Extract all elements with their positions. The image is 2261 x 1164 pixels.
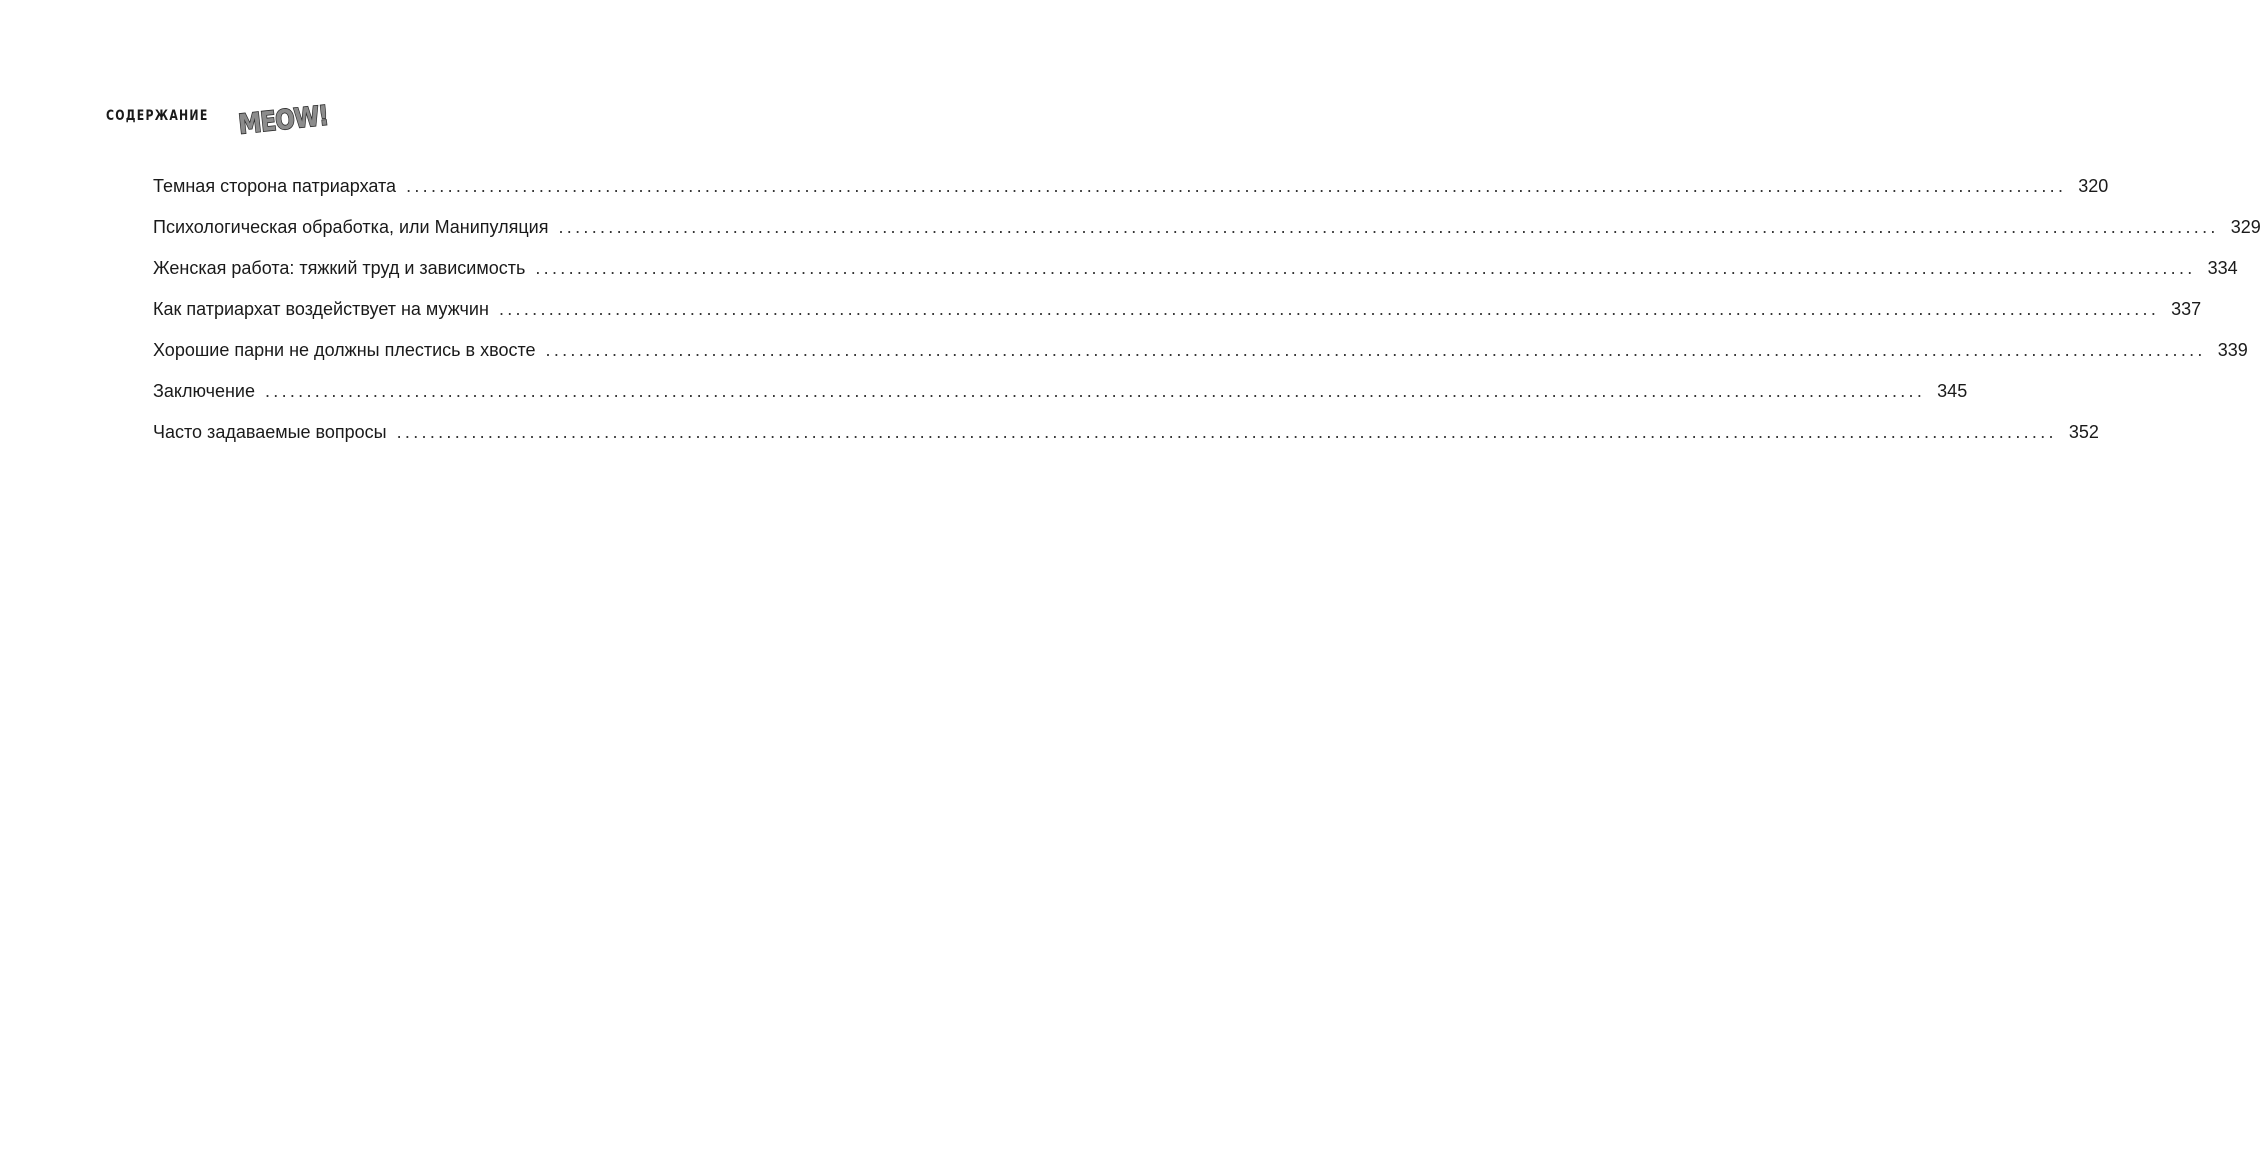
toc-entry-title: Хорошие парни не должны плестись в хвосте xyxy=(153,340,536,360)
toc-entry-title: Как патриархат воздействует на мужчин xyxy=(153,299,489,319)
toc-entry[interactable] xyxy=(153,211,2261,252)
toc-entry[interactable] xyxy=(153,170,2109,211)
toc-entry-page: 334 xyxy=(2207,258,2238,278)
toc-entry-title: Заключение xyxy=(153,381,255,401)
toc-entry-title: Психологическая обработка, или Манипуляция xyxy=(153,217,549,237)
meow-logo xyxy=(232,96,346,141)
section-title: СОДЕРЖАНИЕ xyxy=(106,108,209,124)
toc-dot-leader: ........................................................................................................................................................................................................ xyxy=(396,422,2057,442)
toc-entry-page: 345 xyxy=(1937,381,1968,401)
toc-entry[interactable] xyxy=(153,293,2202,334)
toc-entry-title: Темная сторона патриархата xyxy=(153,176,397,196)
toc-dot-leader: ........................................................................................................................................................................................................ xyxy=(545,340,2206,360)
toc-dot-leader: ........................................................................................................................................................................................................ xyxy=(264,381,1926,401)
toc-entry[interactable] xyxy=(153,416,2099,457)
toc-entry-title: Женская работа: тяжкий труд и зависимость xyxy=(153,258,526,278)
toc-entry[interactable] xyxy=(153,252,2238,293)
toc-dot-leader: ........................................................................................................................................................................................................ xyxy=(406,176,2067,196)
toc-entry-page: 337 xyxy=(2171,299,2202,319)
toc-dot-leader: ........................................................................................................................................................................................................ xyxy=(558,217,2219,237)
toc-dot-leader: ........................................................................................................................................................................................................ xyxy=(535,258,2196,278)
toc-entry-title: Часто задаваемые вопросы xyxy=(153,422,387,442)
toc-dot-leader: ........................................................................................................................................................................................................ xyxy=(498,299,2160,319)
toc-entry[interactable] xyxy=(153,375,1968,416)
toc-entry-page: 329 xyxy=(2230,217,2261,237)
meow-logo-text: MEOW! xyxy=(236,98,346,141)
toc-entry-page: 339 xyxy=(2217,340,2248,360)
toc-entry-page: 320 xyxy=(2078,176,2109,196)
table-of-contents xyxy=(153,170,2261,457)
toc-entry[interactable] xyxy=(153,334,2248,375)
page-header xyxy=(106,96,426,140)
toc-entry-page: 352 xyxy=(2068,422,2099,442)
